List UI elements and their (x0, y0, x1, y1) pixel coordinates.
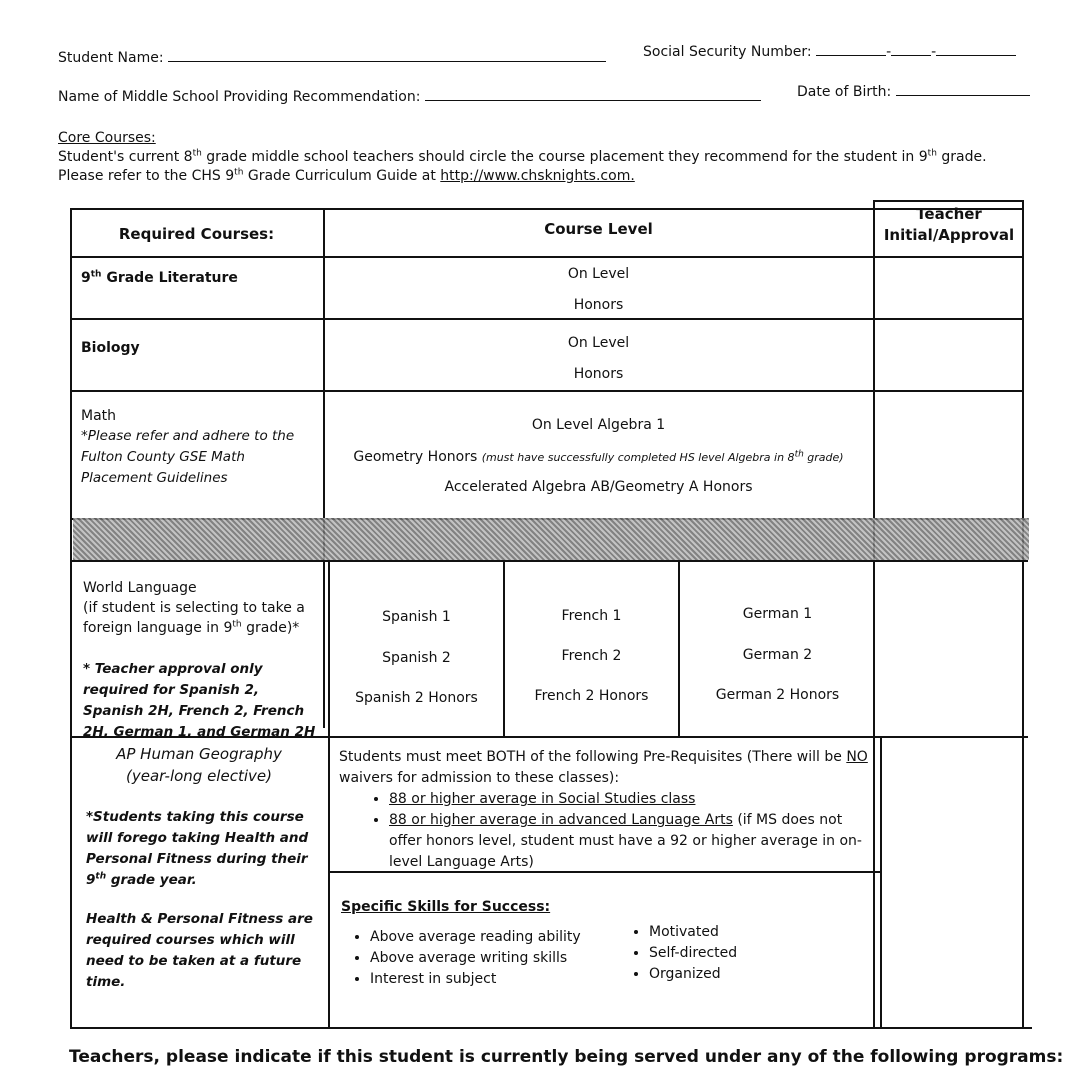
german-1[interactable]: German 1 (742, 606, 813, 622)
ssn-line-3 (936, 41, 1016, 56)
skills-title: Specific Skills for Success: (341, 899, 551, 915)
bio-level-on[interactable]: On Level (567, 335, 630, 351)
core-courses-title: Core Courses: (58, 130, 156, 146)
lit-level-on[interactable]: On Level (567, 266, 630, 282)
ssn-line-1 (816, 41, 886, 56)
skills-left (336, 927, 606, 990)
french-1[interactable]: French 1 (561, 608, 622, 624)
curriculum-guide-link[interactable]: http://www.chsknights.com. (440, 168, 635, 184)
math-level-geometry[interactable]: Geometry Honors (must have successfully completed HS level Algebra in 8th grade) (353, 449, 844, 465)
student-name-line (168, 47, 606, 62)
course-world-language: World Language (83, 580, 197, 596)
dob-line (896, 81, 1030, 96)
course-table (70, 200, 1032, 1030)
col-header-required: Required Courses: (118, 225, 275, 243)
ssn-line-2 (891, 41, 931, 56)
ssn-label: Social Security Number: (643, 44, 812, 60)
dob-label: Date of Birth: (797, 84, 892, 100)
middle-school-field[interactable] (58, 86, 761, 105)
skill-item: • Organized (649, 964, 865, 985)
skill-item: • Motivated (649, 922, 865, 943)
skill-item: • Above average writing skills (370, 948, 606, 969)
course-biology: Biology (81, 340, 140, 356)
bio-level-honors[interactable]: Honors (573, 366, 624, 382)
prereq-intro: Students must meet BOTH of the following Pre-Requisites (There will be NO waivers for admission to these classes): (339, 749, 868, 786)
wl-note: * Teacher approval only required for Spanish 2, Spanish 2H, French 2, French 2H, German 1, and German 2H (83, 661, 316, 740)
prereq-item-1: • 88 or higher average in Social Studies class (389, 789, 869, 810)
dob-field[interactable] (797, 81, 1030, 100)
shaded-divider-band (73, 518, 1029, 560)
spanish-1[interactable]: Spanish 1 (382, 609, 451, 625)
skills-right (615, 922, 865, 985)
prereq-block (339, 747, 869, 873)
spanish-2-honors[interactable]: Spanish 2 Honors (355, 690, 478, 706)
course-literature: 9th Grade Literature (81, 269, 238, 286)
german-2-honors[interactable]: German 2 Honors (715, 687, 840, 703)
spanish-2[interactable]: Spanish 2 (382, 650, 451, 666)
middle-school-label: Name of Middle School Providing Recommendation: (58, 89, 421, 105)
student-name-field[interactable] (58, 47, 606, 66)
skill-item: • Self-directed (649, 943, 865, 964)
course-math: Math (81, 408, 117, 424)
intro-block (58, 129, 1058, 186)
math-level-accelerated[interactable]: Accelerated Algebra AB/Geometry A Honors (444, 479, 753, 495)
col-header-level: Course Level (544, 220, 653, 238)
math-note: *Please refer and adhere to the Fulton County GSE Math Placement Guidelines (81, 428, 295, 486)
ap-note-2: Health & Personal Fitness are required courses which will need to be taken at a future time. (86, 911, 313, 990)
french-2-honors[interactable]: French 2 Honors (534, 688, 649, 704)
german-2[interactable]: German 2 (742, 647, 813, 663)
middle-school-line (425, 86, 761, 101)
skill-item: • Interest in subject (370, 969, 606, 990)
ap-note-1: *Students taking this course will forego taking Health and Personal Fitness during their 9th grade year. (86, 809, 309, 888)
french-2[interactable]: French 2 (561, 648, 622, 664)
math-level-algebra[interactable]: On Level Algebra 1 (531, 417, 666, 433)
programs-prompt: Teachers, please indicate if this student is currently being served under any of the following programs: (69, 1047, 1064, 1067)
prereq-item-2: • 88 or higher average in advanced Language Arts (if MS does not offer honors level, student must have a 92 or higher average in on-level Language Arts) (389, 810, 869, 873)
intro-line-2: Please refer to the CHS 9th Grade Curriculum Guide at http://www.chsknights.com. (58, 167, 635, 184)
wl-sub: (if student is selecting to take a foreign language in 9th grade)* (83, 600, 305, 636)
col-header-teacher: Teacher Initial/Approval (883, 205, 1015, 244)
lit-level-honors[interactable]: Honors (573, 297, 624, 313)
intro-line-1: Student's current 8th grade middle school teachers should circle the course placement they recommend for the student in 9th grade. (58, 148, 987, 165)
student-name-label: Student Name: (58, 50, 164, 66)
ssn-field[interactable]: Social Security Number: - - (643, 41, 1016, 60)
course-ap-human-geography: AP Human Geography (116, 745, 282, 763)
skill-item: • Above average reading ability (370, 927, 606, 948)
ap-sub: (year-long elective) (126, 767, 272, 785)
